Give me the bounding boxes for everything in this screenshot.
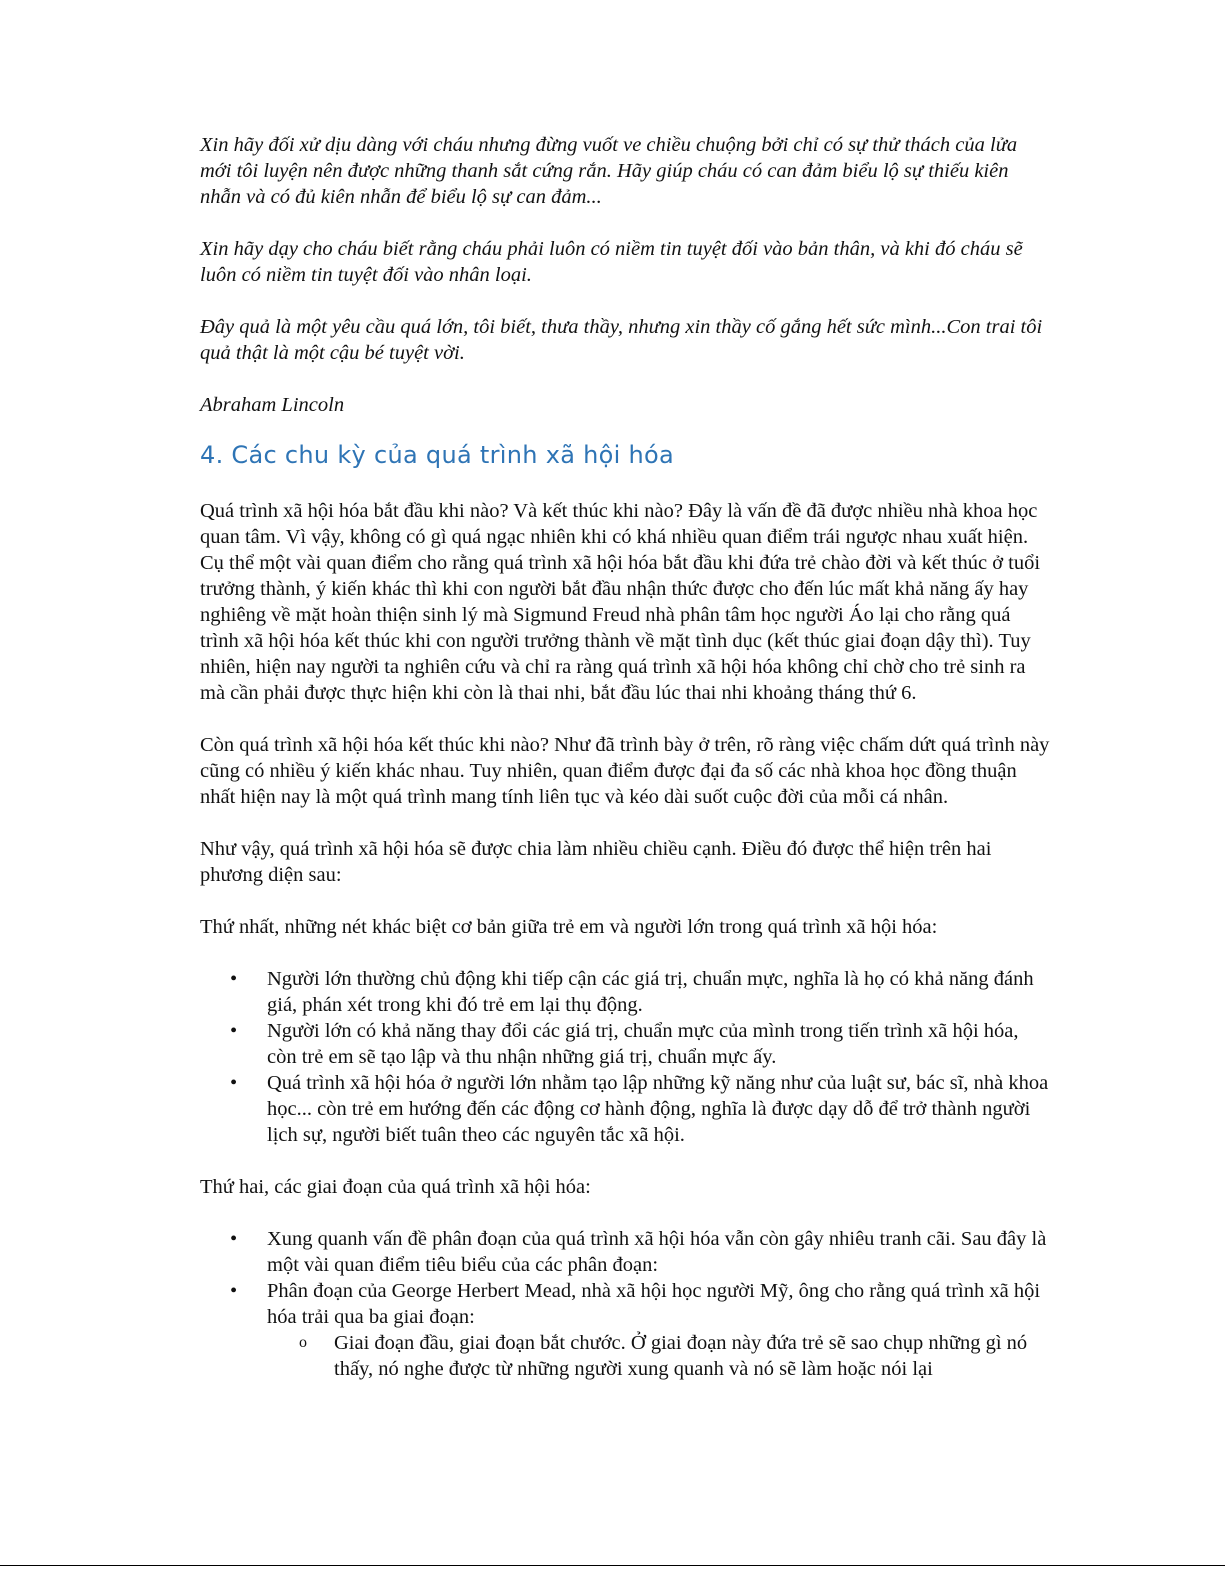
bullet-icon: • (230, 1020, 238, 1042)
second-bullet-list (200, 1226, 1050, 1382)
section-paragraph-2: Còn quá trình xã hội hóa kết thúc khi nào? Như đã trình bày ở trên, rõ ràng việc chấm dứt quá trình này cũng có nhiều ý kiến khác nhau. Tuy nhiên, quan điểm được đại đa số các nhà khoa học đồng thuận nhất hiện nay là một quá trình mang tính liên tục và kéo dài suốt cuộc đời của mỗi cá nhân. (200, 734, 1050, 808)
letter-paragraph-3: Đây quả là một yêu cầu quá lớn, tôi biết, thưa thầy, nhưng xin thầy cố gắng hết sức mình...Con trai tôi quả thật là một cậu bé tuyệt vời. (200, 316, 1043, 364)
letter-paragraph-2: Xin hãy dạy cho cháu biết rằng cháu phải luôn có niềm tin tuyệt đối vào bản thân, và khi đó cháu sẽ luôn có niềm tin tuyệt đối vào nhân loại. (200, 238, 1023, 286)
document-page (200, 132, 1050, 1382)
list-item (200, 1226, 1050, 1278)
bullet-icon: • (230, 1280, 238, 1302)
first-list-intro: Thứ nhất, những nét khác biệt cơ bản giữa trẻ em và người lớn trong quá trình xã hội hóa: (200, 916, 938, 938)
section-heading: 4. Các chu kỳ của quá trình xã hội hóa (200, 441, 675, 469)
list-item-text: Người lớn thường chủ động khi tiếp cận các giá trị, chuẩn mực, nghĩa là họ có khả năng đánh giá, phán xét trong khi đó trẻ em lại thụ động. (267, 968, 1034, 1016)
list-item (200, 1278, 1050, 1382)
list-item (200, 1018, 1050, 1070)
list-item-text: Xung quanh vấn đề phân đoạn của quá trình xã hội hóa vẫn còn gây nhiêu tranh cãi. Sau đây là một vài quan điểm tiêu biểu của các phân đoạn: (267, 1228, 1047, 1276)
letter-signature: Abraham Lincoln (200, 394, 345, 416)
list-item-text: Phân đoạn của George Herbert Mead, nhà xã hội học người Mỹ, ông cho rằng quá trình xã hội hóa trải qua ba giai đoạn: (267, 1280, 1041, 1328)
page-bottom-divider (0, 1565, 1225, 1566)
first-bullet-list (200, 966, 1050, 1148)
letter-paragraph-1: Xin hãy đối xử dịu dàng với cháu nhưng đừng vuốt ve chiều chuộng bởi chỉ có sự thử thách của lửa mới tôi luyện nên được những thanh sắt cứng rắn. Hãy giúp cháu có can đảm biểu lộ sự thiếu kiên nhẫn và có đủ kiên nhẫn để biểu lộ sự can đảm... (200, 134, 1018, 208)
circle-bullet-icon: o (299, 1334, 307, 1351)
section-paragraph-1: Quá trình xã hội hóa bắt đầu khi nào? Và kết thúc khi nào? Đây là vấn đề đã được nhiều nhà khoa học quan tâm. Vì vậy, không có gì quá ngạc nhiên khi có khá nhiều quan điểm trái ngược nhau xuất hiện. Cụ thể một vài quan điểm cho rằng quá trình xã hội hóa bắt đầu khi đứa trẻ chào đời và kết thúc ở tuổi trưởng thành, ý kiến khác thì khi con người bắt đầu nhận thức được cho đến lúc mất khả năng ấy hay nghiêng về mặt hoàn thiện sinh lý mà Sigmund Freud nhà phân tâm học người Áo lại cho rằng quá trình xã hội hóa kết thúc khi con người trưởng thành về mặt tình dục (kết thúc giai đoạn dậy thì). Tuy nhiên, hiện nay người ta nghiên cứu và chỉ ra ràng quá trình xã hội hóa không chỉ chờ cho trẻ sinh ra mà cần phải được thực hiện khi còn là thai nhi, bắt đầu lúc thai nhi khoảng tháng thứ 6. (200, 500, 1041, 704)
bullet-icon: • (230, 1228, 238, 1250)
list-item (200, 966, 1050, 1018)
list-item-text: Người lớn có khả năng thay đổi các giá trị, chuẩn mực của mình trong tiến trình xã hội hóa, còn trẻ em sẽ tạo lập và thu nhận những giá trị, chuẩn mực ấy. (267, 1020, 1019, 1068)
sub-list-item-text: Giai đoạn đầu, giai đoạn bắt chước. Ở giai đoạn này đứa trẻ sẽ sao chụp những gì nó thấy, nó nghe được từ những người xung quanh và nó sẽ làm hoặc nói lại (334, 1332, 1028, 1380)
sub-list (267, 1330, 1050, 1382)
list-item (200, 1070, 1050, 1148)
second-list-intro: Thứ hai, các giai đoạn của quá trình xã hội hóa: (200, 1176, 591, 1198)
section-paragraph-3: Như vậy, quá trình xã hội hóa sẽ được chia làm nhiều chiều cạnh. Điều đó được thể hiện trên hai phương diện sau: (200, 838, 992, 886)
bullet-icon: • (230, 968, 238, 990)
list-item-text: Quá trình xã hội hóa ở người lớn nhằm tạo lập những kỹ năng như của luật sư, bác sĩ, nhà khoa học... còn trẻ em hướng đến các động cơ hành động, nghĩa là được dạy dỗ để trở thành người lịch sự, người biết tuân theo các nguyên tắc xã hội. (267, 1072, 1049, 1146)
bullet-icon: • (230, 1072, 238, 1094)
sub-list-item (267, 1330, 1050, 1382)
